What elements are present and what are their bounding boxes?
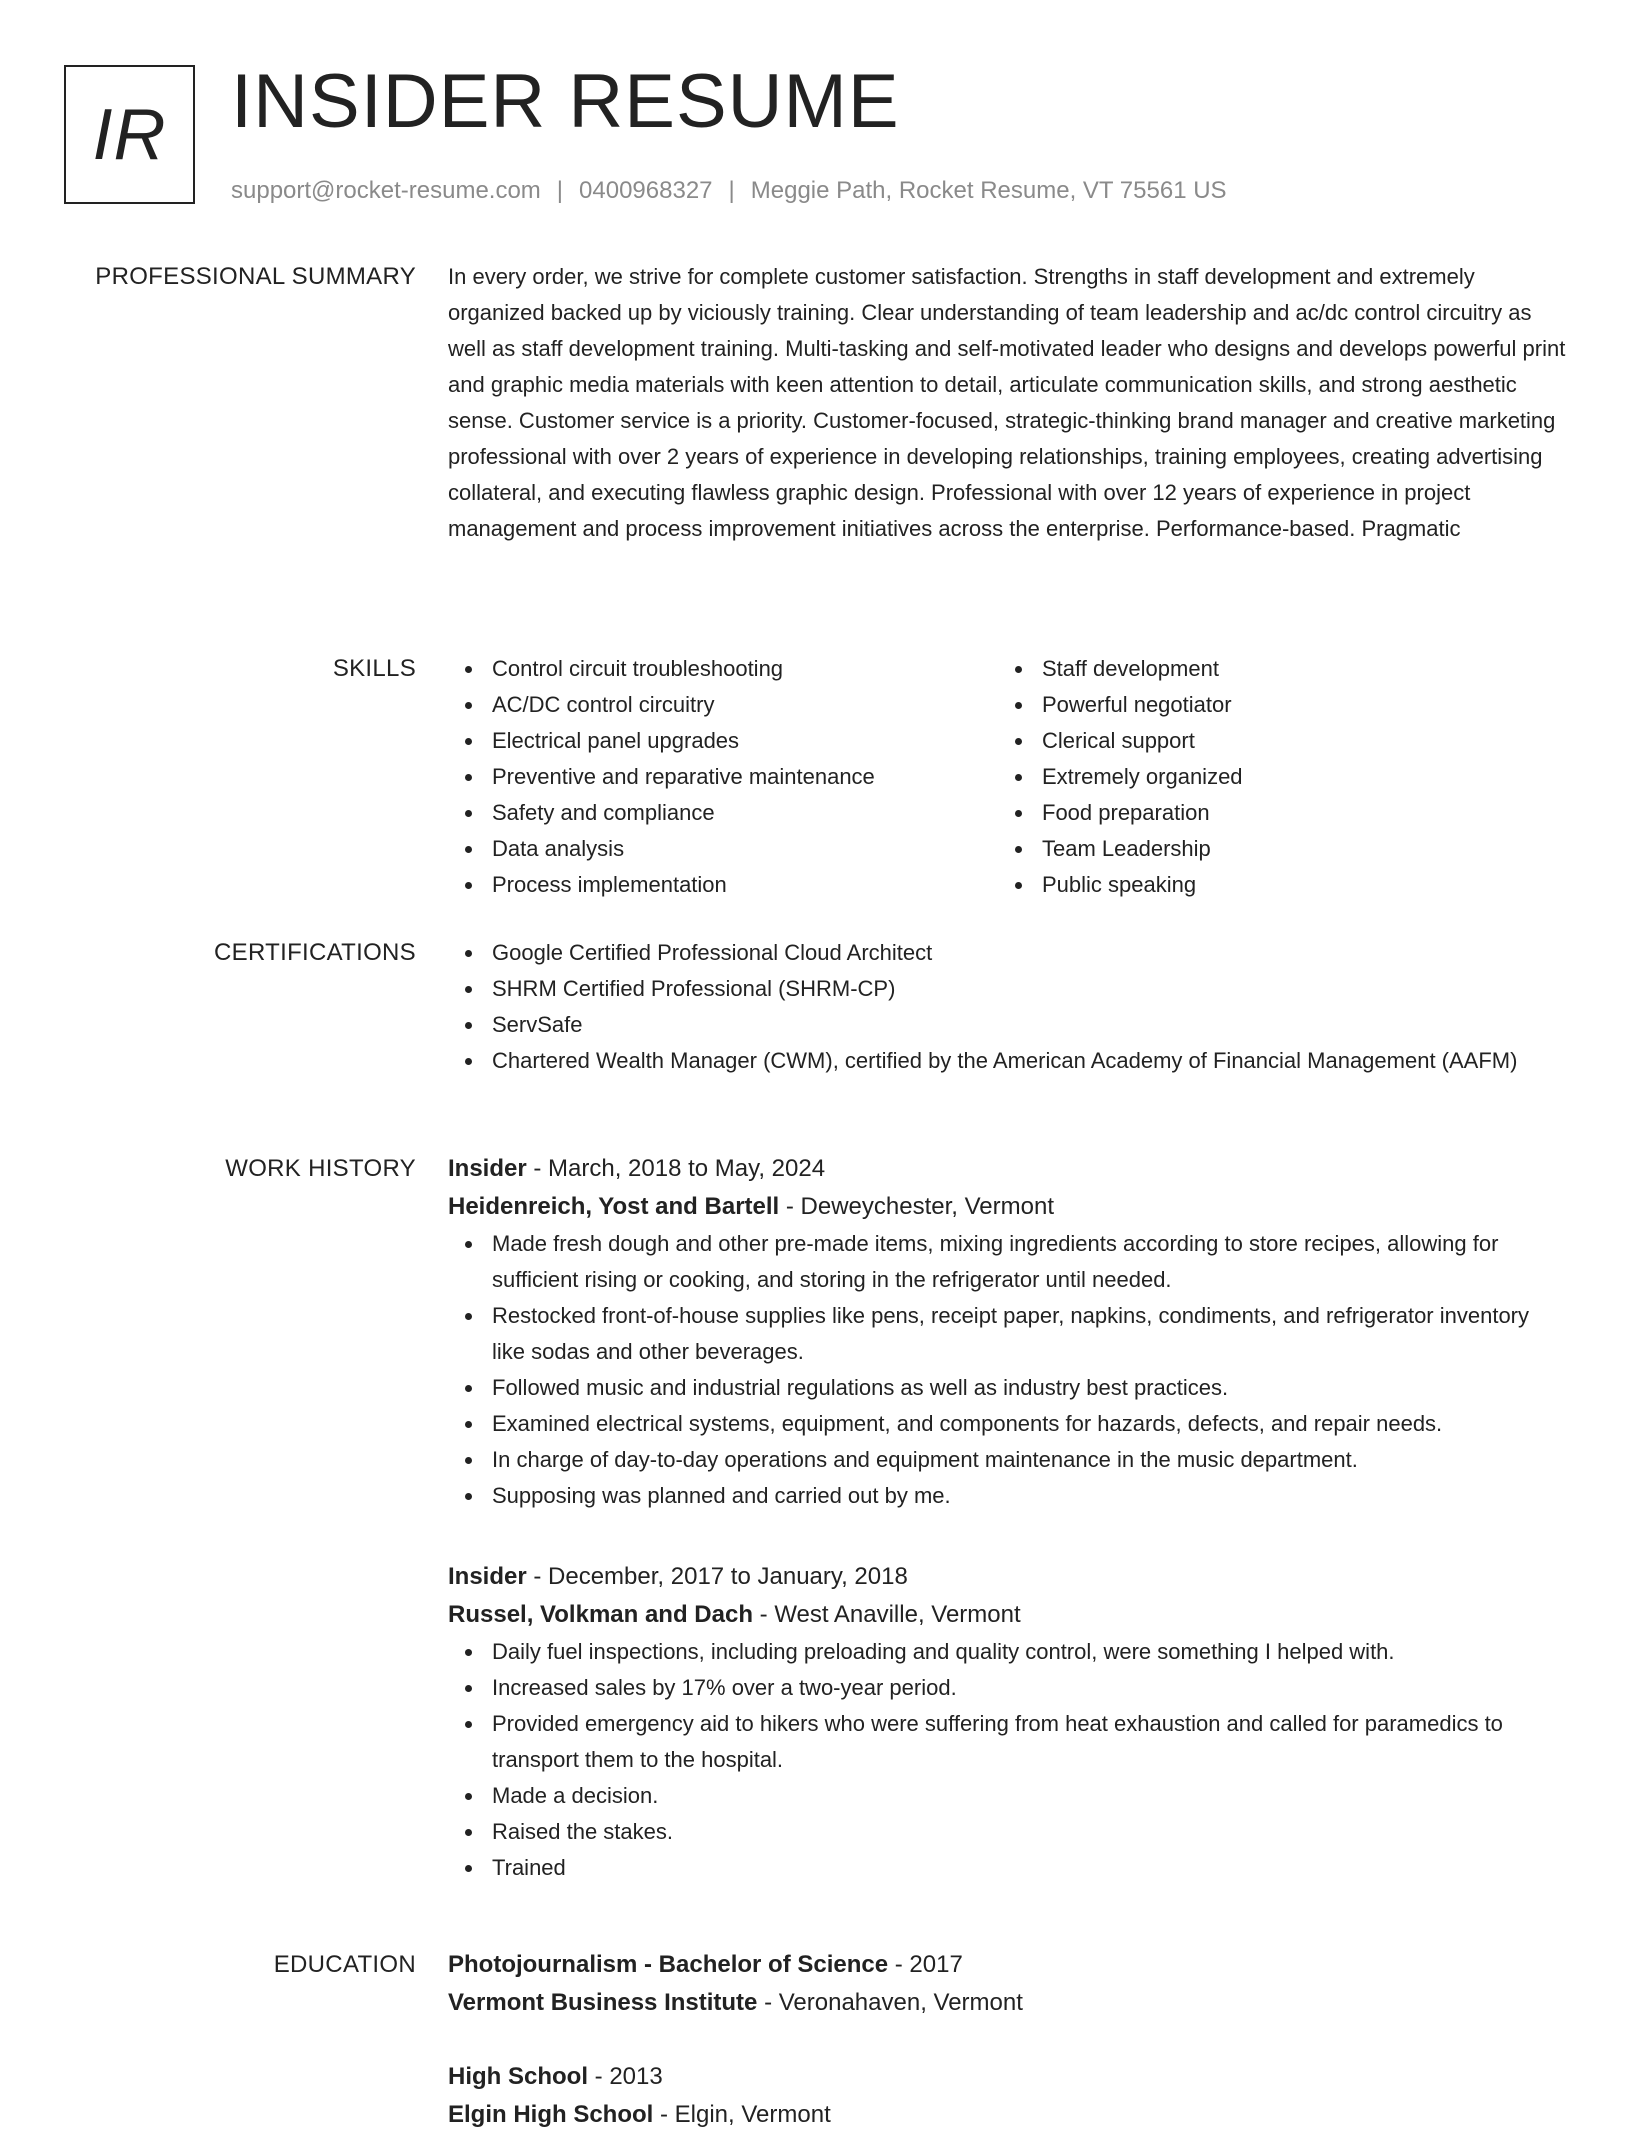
skills-list-right [998, 651, 1548, 903]
education-degree: Photojournalism - Bachelor of Science [448, 1951, 889, 1978]
education-school: Elgin High School [448, 2101, 654, 2128]
job-bullets [448, 1226, 1568, 1514]
job-company-line [448, 1596, 1568, 1634]
job-entry [448, 1150, 1568, 1514]
contact-phone: 0400968327 [579, 177, 713, 204]
monogram-initials: IR [92, 94, 167, 175]
section-title-summary: PROFESSIONAL SUMMARY [95, 263, 416, 290]
skill-item: Safety and compliance [448, 795, 998, 831]
section-title-skills: SKILLS [332, 655, 416, 682]
job-role: Insider [448, 1155, 527, 1182]
contact-separator: | [728, 177, 735, 204]
education-degree: High School [448, 2063, 588, 2090]
education-degree-line [448, 1946, 1568, 1984]
education-year: - 2017 [888, 1951, 963, 1978]
skill-item: Preventive and reparative maintenance [448, 759, 998, 795]
skill-item: Public speaking [998, 867, 1548, 903]
certification-item: SHRM Certified Professional (SHRM-CP) [448, 971, 1568, 1007]
summary-body [448, 259, 1568, 547]
job-company: Russel, Volkman and Dach [448, 1601, 753, 1628]
skill-item: Control circuit troubleshooting [448, 651, 998, 687]
skill-item: Staff development [998, 651, 1548, 687]
certification-item: Google Certified Professional Cloud Architect [448, 935, 1568, 971]
job-bullet: Increased sales by 17% over a two-year period. [448, 1670, 1568, 1706]
job-company: Heidenreich, Yost and Bartell [448, 1193, 780, 1220]
certification-item: Chartered Wealth Manager (CWM), certified by the American Academy of Financial Management (AAFM) [448, 1043, 1568, 1079]
skills-list-left [448, 651, 998, 903]
skills-columns [448, 651, 1568, 903]
education-body [448, 1946, 1568, 2134]
skill-item: AC/DC control circuitry [448, 687, 998, 723]
education-degree-line [448, 2058, 1568, 2096]
education-location: - Elgin, Vermont [653, 2101, 831, 2128]
skills-body [448, 651, 1568, 903]
skill-item: Team Leadership [998, 831, 1548, 867]
job-bullet: In charge of day-to-day operations and equipment maintenance in the music department. [448, 1442, 1568, 1478]
job-dates: - March, 2018 to May, 2024 [526, 1155, 826, 1182]
contact-line [231, 176, 1227, 206]
job-company-line [448, 1188, 1568, 1226]
section-title-education: EDUCATION [273, 1951, 416, 1978]
skill-item: Clerical support [998, 723, 1548, 759]
job-title-line [448, 1150, 1568, 1188]
skill-item: Data analysis [448, 831, 998, 867]
certifications-body [448, 935, 1568, 1079]
education-year: - 2013 [588, 2063, 663, 2090]
certifications-list [448, 935, 1568, 1079]
skill-item: Powerful negotiator [998, 687, 1548, 723]
summary-text: In every order, we strive for complete customer satisfaction. Strengths in staff development and extremely organized backed up by viciously training. Clear understanding of team leadership and ac/dc control circuitry as well as staff development training. Multi-tasking and self-motivated leader who designs and develops powerful print and graphic media materials with keen attention to detail, articulate communication skills, and strong aesthetic sense. Customer service is a priority. Customer-focused, strategic-thinking brand manager and creative marketing professional with over 2 years of experience in developing relationships, training employees, creating advertising collateral, and executing flawless graphic design. Professional with over 12 years of experience in project management and process improvement initiatives across the enterprise. Performance-based. Pragmatic [448, 264, 1566, 541]
job-location: - West Anaville, Vermont [752, 1601, 1021, 1628]
job-bullet: Made fresh dough and other pre-made items, mixing ingredients according to store recipes, allowing for sufficient rising or cooking, and storing in the refrigerator until needed. [448, 1226, 1568, 1298]
job-bullet: Raised the stakes. [448, 1814, 1568, 1850]
job-location: - Deweychester, Vermont [779, 1193, 1054, 1220]
education-school: Vermont Business Institute [448, 1989, 758, 2016]
skill-item: Food preparation [998, 795, 1548, 831]
education-school-line [448, 1984, 1568, 2022]
job-bullet: Examined electrical systems, equipment, and components for hazards, defects, and repair needs. [448, 1406, 1568, 1442]
contact-address: Meggie Path, Rocket Resume, VT 75561 US [750, 177, 1227, 204]
job-bullet: Supposing was planned and carried out by me. [448, 1478, 1568, 1514]
education-location: - Veronahaven, Vermont [757, 1989, 1023, 2016]
candidate-name: INSIDER RESUME [231, 59, 900, 144]
section-title-work-history: WORK HISTORY [225, 1155, 416, 1182]
job-bullet: Followed music and industrial regulations as well as industry best practices. [448, 1370, 1568, 1406]
job-bullets [448, 1634, 1568, 1886]
contact-email: support@rocket-resume.com [231, 177, 541, 204]
job-bullet: Provided emergency aid to hikers who were suffering from heat exhaustion and called for paramedics to transport them to the hospital. [448, 1706, 1568, 1778]
job-role: Insider [448, 1563, 527, 1590]
job-entry [448, 1558, 1568, 1886]
skill-item: Electrical panel upgrades [448, 723, 998, 759]
section-title-certifications: CERTIFICATIONS [214, 939, 416, 966]
education-entry [448, 2058, 1568, 2134]
certification-item: ServSafe [448, 1007, 1568, 1043]
contact-separator: | [556, 177, 564, 204]
skill-item: Extremely organized [998, 759, 1548, 795]
skill-item: Process implementation [448, 867, 998, 903]
education-entry [448, 1946, 1568, 2022]
job-bullet: Trained [448, 1850, 1568, 1886]
job-bullet: Made a decision. [448, 1778, 1568, 1814]
work-history-body [448, 1150, 1568, 1886]
job-dates: - December, 2017 to January, 2018 [526, 1563, 908, 1590]
job-title-line [448, 1558, 1568, 1596]
education-school-line [448, 2096, 1568, 2134]
monogram-logo [64, 65, 195, 204]
job-bullet: Daily fuel inspections, including preloading and quality control, were something I helped with. [448, 1634, 1568, 1670]
job-bullet: Restocked front-of-house supplies like pens, receipt paper, napkins, condiments, and refrigerator inventory like sodas and other beverages. [448, 1298, 1568, 1370]
